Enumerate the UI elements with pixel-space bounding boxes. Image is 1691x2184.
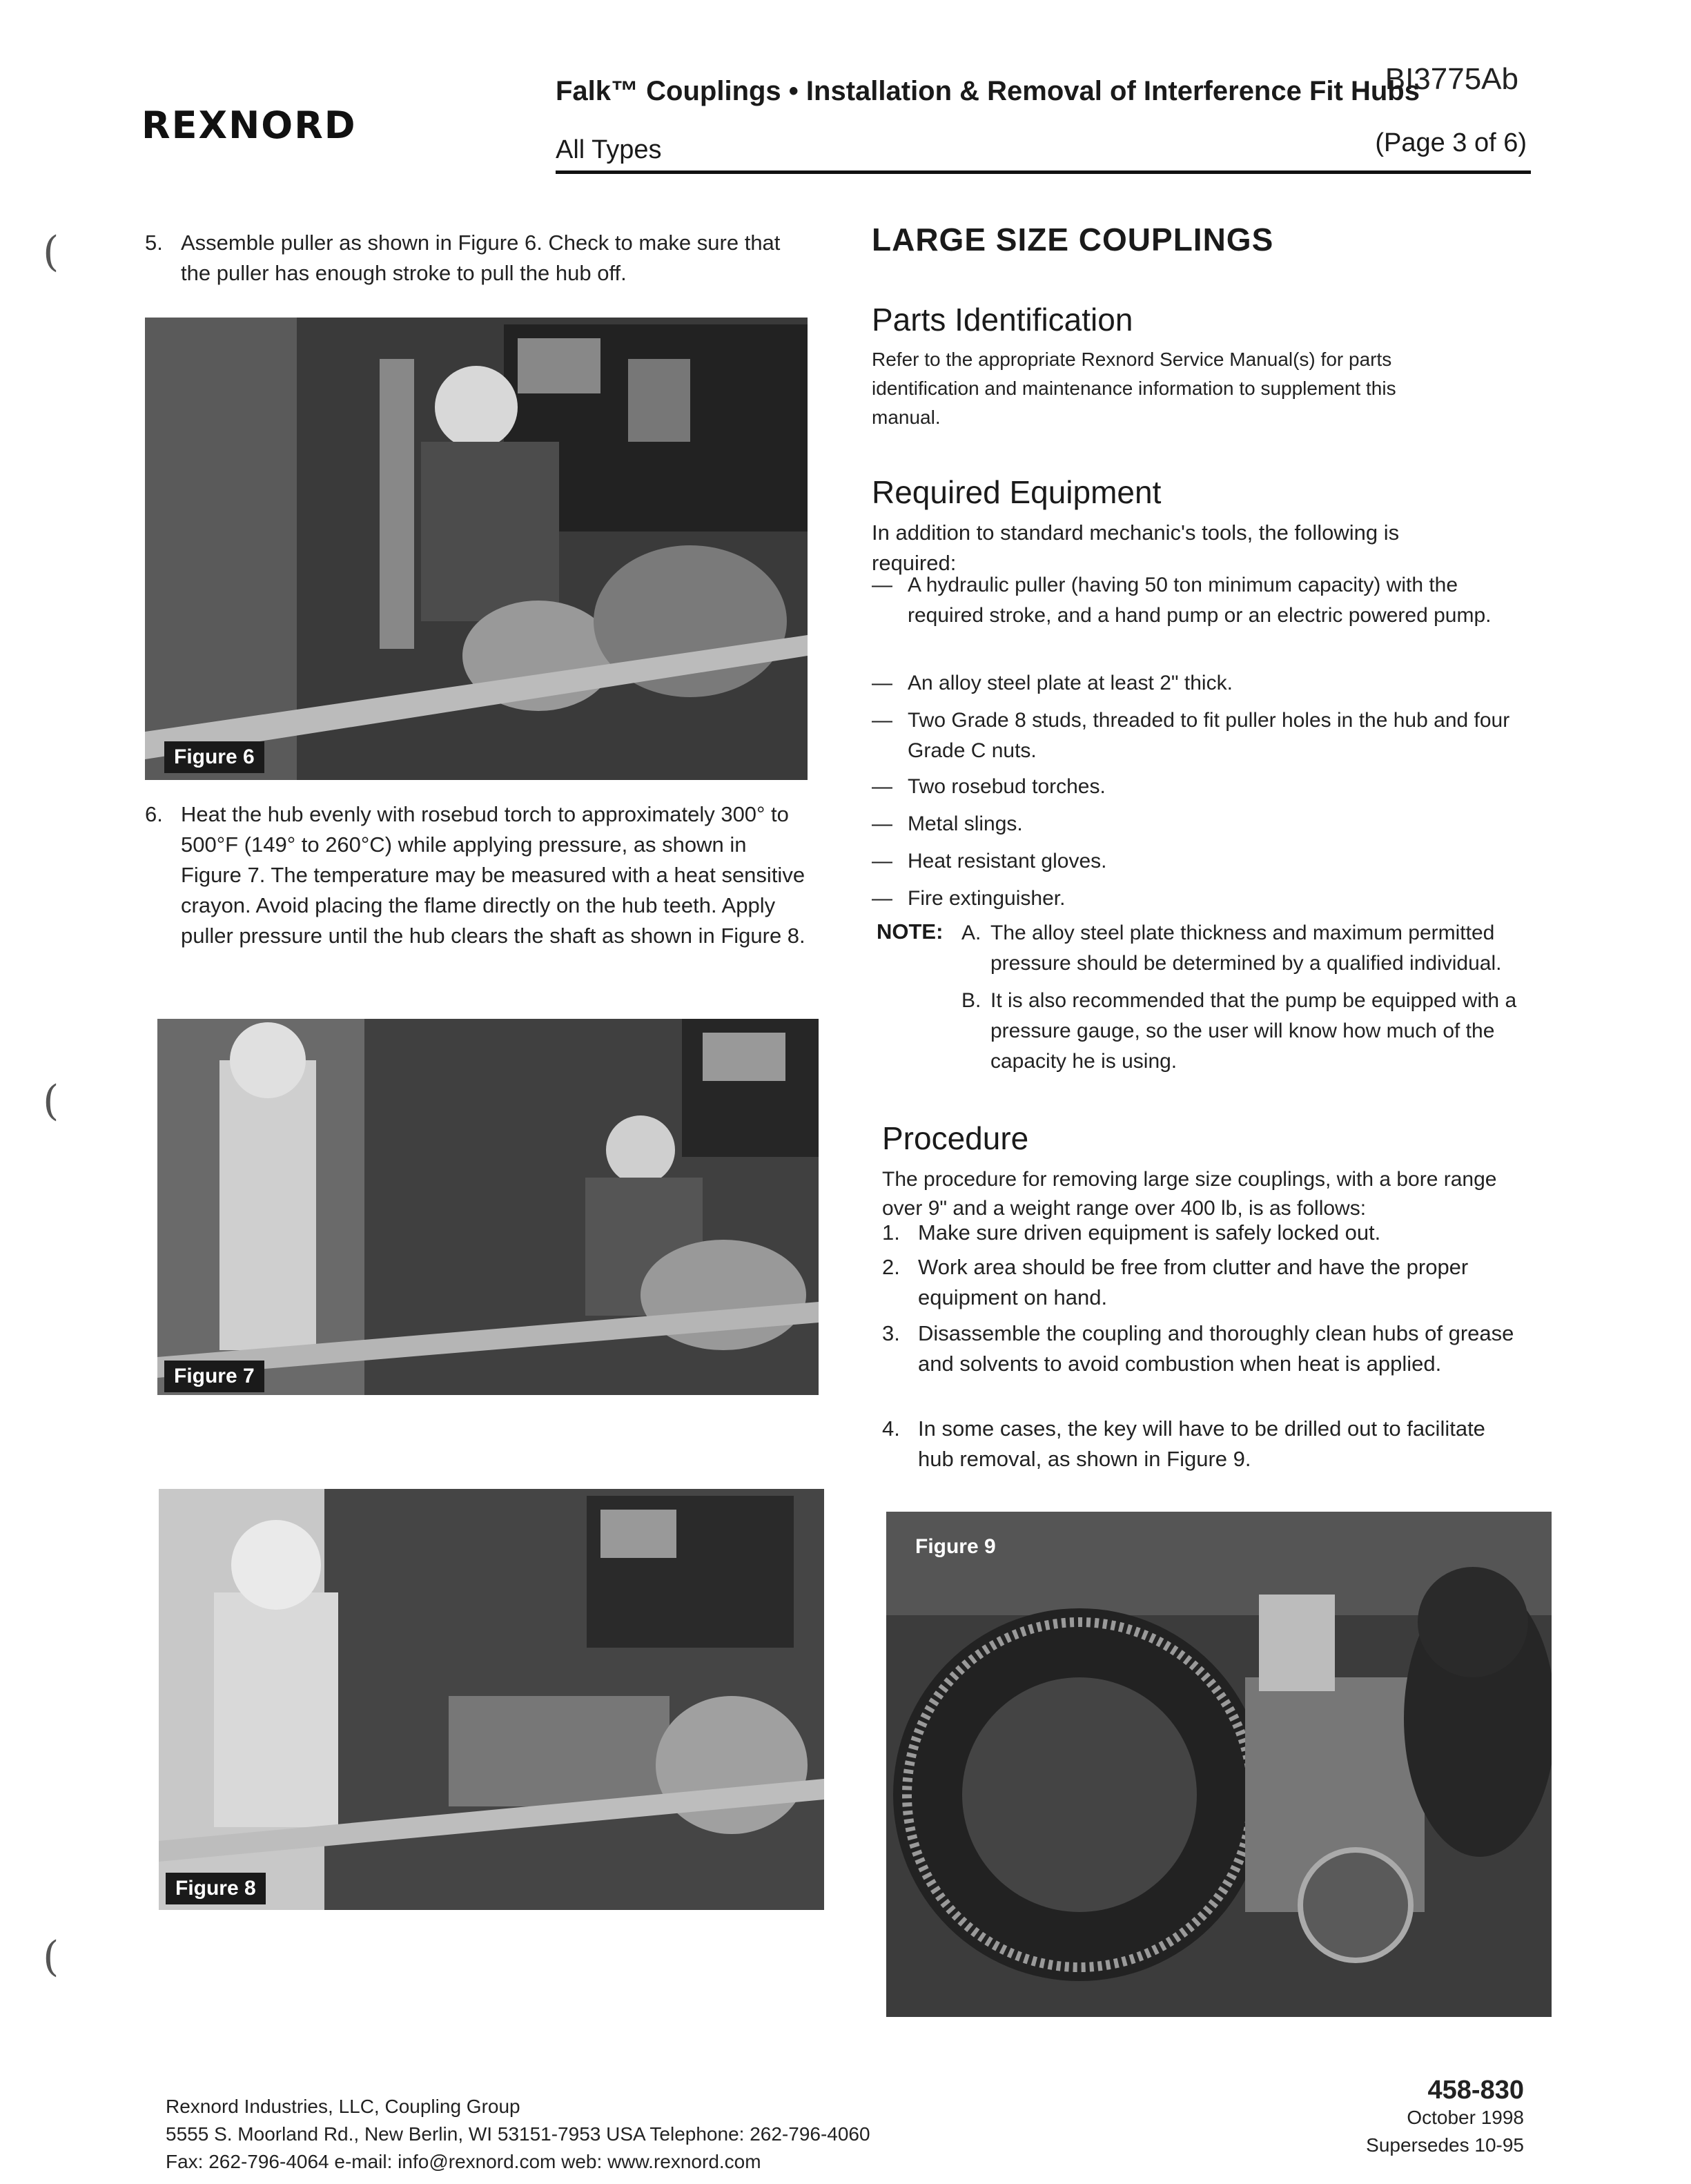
equipment-item: [872, 570, 1521, 631]
procedure-heading: Procedure: [882, 1120, 1029, 1156]
dash: —: [872, 672, 892, 694]
equipment-text: Two Grade 8 studs, threaded to fit puller holes in the hub and four Grade C nuts.: [908, 709, 1510, 762]
photo-placeholder: [145, 318, 808, 780]
step-text: Heat the hub evenly with rosebud torch to approximately 300° to 500°F (149° to 260°C) while applying pressure, as shown in Figure 7. The temperature may be measured with a heat sensitive crayon. Avoid placing the flame directly on the hub teeth. Apply puller pressure until the hub clears the shaft as shown in Figure 8.: [181, 802, 805, 948]
note-letter: A.: [961, 922, 981, 944]
section-title: LARGE SIZE COUPLINGS: [872, 222, 1274, 257]
equipment-text: Two rosebud torches.: [908, 775, 1106, 798]
step-number: 5.: [145, 231, 163, 255]
figure-6-photo: [145, 318, 808, 780]
note-item: [961, 918, 1541, 979]
figure-label: Figure 9: [915, 1535, 996, 1558]
punch-hole-mark: (: [43, 1933, 59, 1981]
document-supersedes: Supersedes 10-95: [1366, 2134, 1524, 2156]
header-divider: [556, 170, 1531, 174]
step-text: Assemble puller as shown in Figure 6. Check to make sure that the puller has enough stroke to pull the hub off.: [181, 231, 781, 285]
dash: —: [872, 812, 892, 835]
footer-doc-info: [1366, 2076, 1524, 2159]
dash: —: [872, 574, 892, 596]
procedure-step: [882, 1218, 1517, 1248]
punch-hole-mark: (: [43, 228, 59, 276]
equipment-item: [872, 668, 1521, 699]
equipment-text: Fire extinguisher.: [908, 887, 1066, 910]
equipment-item: [872, 772, 1521, 802]
step-number: 2.: [882, 1255, 900, 1279]
equipment-item: [872, 705, 1521, 766]
footer-contact-line: Fax: 262-796-4064 e-mail: info@rexnord.com web: www.rexnord.com: [166, 2151, 761, 2172]
footer-company: Rexnord Industries, LLC, Coupling Group: [166, 2096, 520, 2117]
step-text: Work area should be free from clutter and have the proper equipment on hand.: [918, 1255, 1469, 1309]
step-number: 4.: [882, 1416, 900, 1441]
figure-label: Figure 8: [166, 1873, 266, 1904]
document-date: October 1998: [1407, 2107, 1524, 2128]
figure-label: Figure 7: [164, 1361, 264, 1392]
step-6: [145, 799, 808, 951]
equipment-text: An alloy steel plate at least 2" thick.: [908, 672, 1233, 694]
photo-placeholder: [157, 1019, 819, 1395]
punch-hole-mark: (: [43, 1077, 59, 1125]
procedure-step: [882, 1318, 1517, 1379]
document-number: 458-830: [1427, 2076, 1524, 2105]
equipment-text: Metal slings.: [908, 812, 1023, 835]
dash: —: [872, 887, 892, 910]
document-stamp: BI3775Ab: [1385, 62, 1518, 96]
parts-identification-text: Refer to the appropriate Rexnord Service Manual(s) for parts identification and maintenance information to supplement this manual.: [872, 349, 1396, 428]
rexnord-logo: REXNORD: [141, 104, 357, 147]
step-number: 6.: [145, 802, 163, 826]
step-number: 3.: [882, 1321, 900, 1345]
equipment-item: [872, 846, 1521, 877]
note-label: NOTE:: [877, 919, 944, 944]
procedure-step: [882, 1414, 1517, 1474]
note-text: The alloy steel plate thickness and maximum permitted pressure should be determined by a qualified individual.: [990, 922, 1502, 975]
required-equipment-intro: In addition to standard mechanic's tools, the following is required:: [872, 520, 1400, 575]
procedure-step: [882, 1252, 1517, 1313]
figure-7-photo: [157, 1019, 819, 1395]
step-text: Make sure driven equipment is safely locked out.: [918, 1220, 1381, 1245]
figure-9-photo: [886, 1512, 1552, 2017]
figure-label: Figure 6: [164, 741, 264, 773]
page-title: Falk™ Couplings • Installation & Removal of Interference Fit Hubs: [556, 76, 1420, 106]
dash: —: [872, 709, 892, 732]
page-number: (Page 3 of 6): [1375, 128, 1527, 157]
dash: —: [872, 775, 892, 798]
required-equipment-heading: Required Equipment: [872, 474, 1162, 510]
procedure-intro: The procedure for removing large size couplings, with a bore range over 9" and a weight range over 400 lb, is as follows:: [882, 1168, 1497, 1220]
step-text: Disassemble the coupling and thoroughly clean hubs of grease and solvents to avoid combustion when heat is applied.: [918, 1321, 1514, 1376]
step-text: In some cases, the key will have to be drilled out to facilitate hub removal, as shown in Figure 9.: [918, 1416, 1485, 1471]
note-text: It is also recommended that the pump be equipped with a pressure gauge, so the user will know how much of the capacity he is using.: [990, 989, 1517, 1073]
step-5: [145, 228, 801, 289]
page-subtitle: All Types: [556, 135, 662, 164]
equipment-text: A hydraulic puller (having 50 ton minimum capacity) with the required stroke, and a hand pump or an electric powered pump.: [908, 574, 1492, 627]
equipment-item: [872, 884, 1521, 914]
note-item: [961, 986, 1541, 1077]
equipment-text: Heat resistant gloves.: [908, 850, 1107, 872]
parts-identification-heading: Parts Identification: [872, 302, 1133, 338]
footer-address: [166, 2093, 870, 2176]
step-number: 1.: [882, 1220, 900, 1245]
photo-placeholder: [886, 1512, 1552, 2017]
note-letter: B.: [961, 989, 981, 1012]
figure-8-photo: [159, 1489, 824, 1910]
footer-address-line: 5555 S. Moorland Rd., New Berlin, WI 53151-7953 USA Telephone: 262-796-4060: [166, 2123, 870, 2145]
equipment-item: [872, 809, 1521, 839]
dash: —: [872, 850, 892, 872]
photo-placeholder: [159, 1489, 824, 1910]
